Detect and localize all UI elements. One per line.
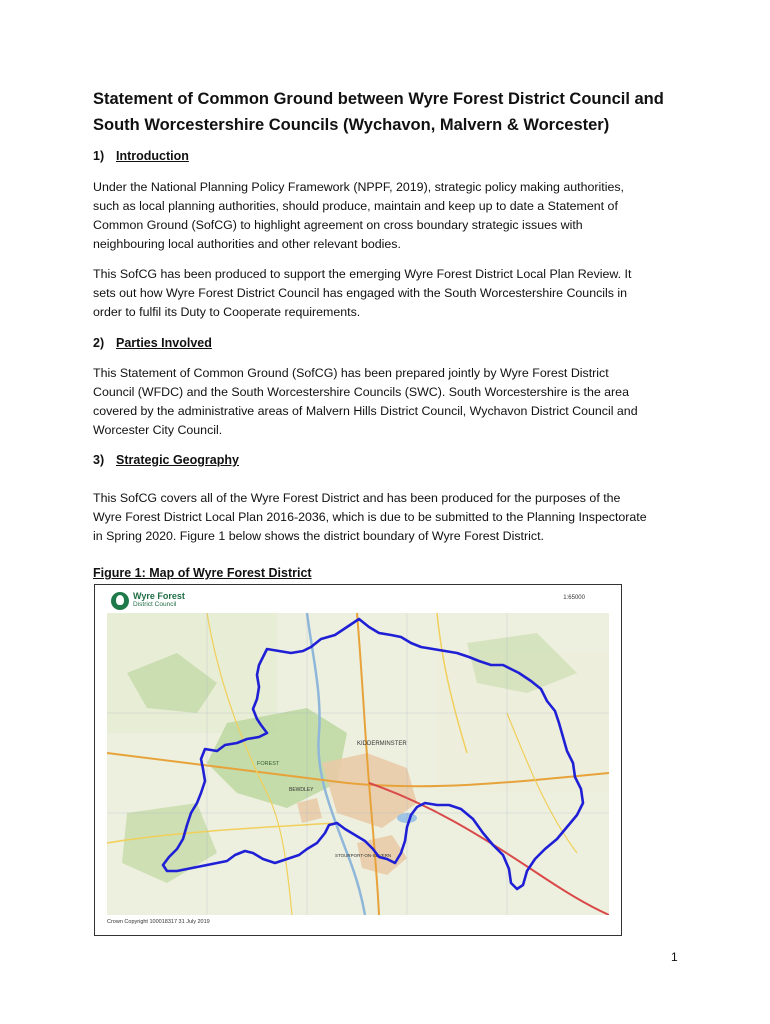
tree-logo-icon bbox=[111, 592, 129, 610]
text-line: Worcester City Council. bbox=[93, 423, 223, 438]
text-line: Council (WFDC) and the South Worcestershire Councils (SWC). South Worcestershire is the area bbox=[93, 385, 629, 400]
text-line: Wyre Forest District Local Plan 2016-2036, which is due to be submitted to the Planning Inspectorate bbox=[93, 510, 647, 525]
figure-caption: Figure 1: Map of Wyre Forest District bbox=[93, 566, 312, 580]
section-3-heading bbox=[93, 453, 239, 467]
council-logo bbox=[111, 591, 201, 613]
map-label-stourport: STOURPORT-ON-SEVERN bbox=[335, 853, 392, 858]
text-line: neighbouring local authorities and other relevant bodies. bbox=[93, 237, 401, 252]
text-line: order to fulfil its Duty to Cooperate requirements. bbox=[93, 305, 361, 320]
text-line: such as local planning authorities, should produce, maintain and keep up to date a Statement of bbox=[93, 199, 618, 214]
text-line: in Spring 2020. Figure 1 below shows the district boundary of Wyre Forest District. bbox=[93, 529, 544, 544]
text-line: This Statement of Common Ground (SofCG) has been prepared jointly by Wyre Forest District bbox=[93, 366, 609, 380]
district-map bbox=[94, 584, 622, 936]
map-label-kidderminster: KIDDERMINSTER bbox=[357, 741, 407, 747]
text-line: Under the National Planning Policy Framework (NPPF, 2019), strategic policy making authorities, bbox=[93, 180, 624, 194]
document-title bbox=[93, 86, 693, 138]
section-2-number: 2) bbox=[93, 336, 105, 350]
map-scale: 1:65000 bbox=[563, 595, 585, 601]
text-line: This SofCG has been produced to support the emerging Wyre Forest District Local Plan Review. It bbox=[93, 267, 632, 281]
title-line-2: South Worcestershire Councils (Wychavon, Malvern & Worcester) bbox=[93, 116, 610, 134]
section-1-number: 1) bbox=[93, 149, 105, 163]
logo-name: Wyre Forest bbox=[133, 591, 185, 601]
section-1-paragraph-1 bbox=[93, 178, 693, 254]
logo-subtitle: District Council bbox=[133, 601, 177, 608]
section-3-title: Strategic Geography bbox=[116, 453, 239, 467]
section-1-heading bbox=[93, 149, 189, 163]
section-3-paragraph-1 bbox=[93, 489, 693, 546]
section-2-paragraph-1 bbox=[93, 364, 693, 440]
section-3-number: 3) bbox=[93, 453, 105, 467]
page-number: 1 bbox=[671, 950, 678, 964]
section-2-title: Parties Involved bbox=[116, 336, 212, 350]
text-line: covered by the administrative areas of Malvern Hills District Council, Wychavon District Council and bbox=[93, 404, 638, 419]
section-2-heading bbox=[93, 336, 212, 350]
map-label-bewdley: BEWDLEY bbox=[289, 787, 314, 793]
map-image bbox=[107, 613, 609, 915]
map-label-forest: FOREST bbox=[257, 761, 280, 767]
text-line: sets out how Wyre Forest District Council has engaged with the South Worcestershire Councils in bbox=[93, 286, 628, 301]
section-1-paragraph-2 bbox=[93, 265, 693, 322]
section-1-title: Introduction bbox=[116, 149, 189, 163]
title-line-1: Statement of Common Ground between Wyre Forest District Council and bbox=[93, 90, 664, 108]
map-copyright: Crown Copyright 100018317 31 July 2019 bbox=[107, 919, 210, 925]
text-line: This SofCG covers all of the Wyre Forest District and has been produced for the purposes of the bbox=[93, 491, 621, 505]
map-graphic bbox=[107, 613, 609, 915]
text-line: Common Ground (SofCG) to highlight agreement on cross boundary strategic issues with bbox=[93, 218, 583, 233]
